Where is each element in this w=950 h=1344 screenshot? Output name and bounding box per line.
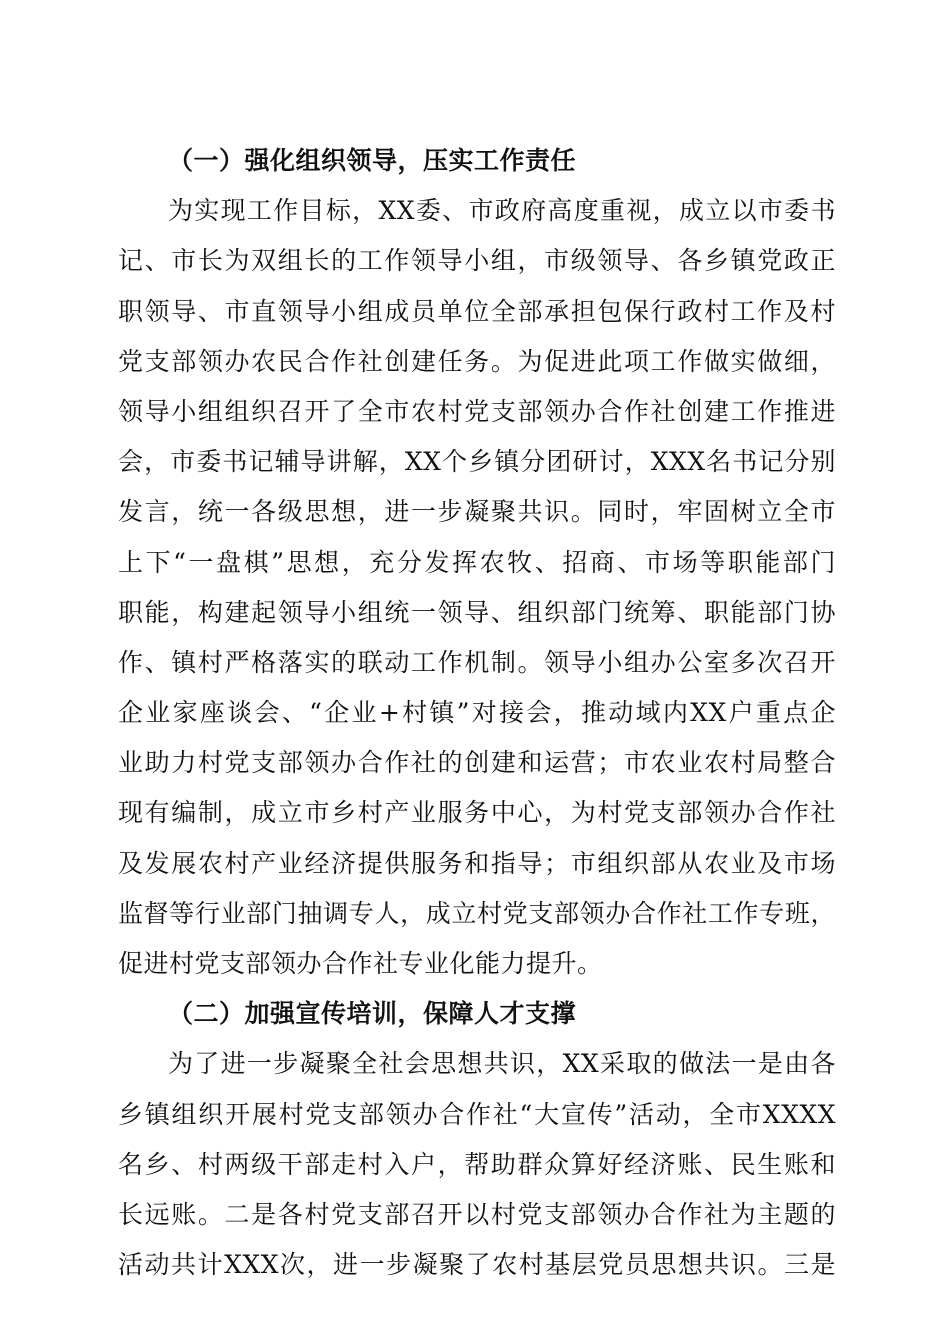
paragraph-line: 职领导、市直领导小组成员单位全部承担包保行政村工作及村 bbox=[118, 296, 836, 326]
section-heading-2: （二）加强宣传培训，保障人才支撑 bbox=[168, 999, 577, 1029]
paragraph-line: 为了进一步凝聚全社会思想共识，XX采取的做法一是由各 bbox=[168, 1049, 836, 1079]
paragraph-line: 发言，统一各级思想，进一步凝聚共识。同时，牢固树立全市 bbox=[118, 497, 836, 527]
paragraph-line: 监督等行业部门抽调专人，成立村党支部领办合作社工作专班， bbox=[118, 898, 836, 928]
paragraph-line: 长远账。二是各村党支部召开以村党支部领办合作社为主题的 bbox=[118, 1199, 836, 1229]
paragraph-line: 现有编制，成立市乡村产业服务中心，为村党支部领办合作社 bbox=[118, 798, 836, 828]
paragraph-line: 企业家座谈会、“企业+村镇”对接会，推动域内XX户重点企 bbox=[118, 698, 836, 728]
paragraph-line: 名乡、村两级干部走村入户，帮助群众算好经济账、民生账和 bbox=[118, 1149, 836, 1179]
paragraph-line: 上下“一盘棋”思想，充分发挥农牧、招商、市场等职能部门 bbox=[118, 547, 836, 577]
paragraph-line: 党支部领办农民合作社创建任务。为促进此项工作做实做细， bbox=[118, 346, 836, 376]
paragraph-line: 会，市委书记辅导讲解，XX个乡镇分团研讨，XXX名书记分别 bbox=[118, 447, 836, 477]
paragraph-line: 记、市长为双组长的工作领导小组，市级领导、各乡镇党政正 bbox=[118, 246, 836, 276]
paragraph-line: 及发展农村产业经济提供服务和指导；市组织部从农业及市场 bbox=[118, 848, 836, 878]
section-2-paragraph bbox=[118, 1039, 836, 1290]
paragraph-line: 为实现工作目标，XX委、市政府高度重视，成立以市委书 bbox=[168, 196, 836, 226]
section-heading-1: （一）强化组织领导，压实工作责任 bbox=[168, 146, 577, 175]
paragraph-line: 促进村党支部领办合作社专业化能力提升。 bbox=[118, 949, 603, 978]
paragraph-line: 活动共计XXX次，进一步凝聚了农村基层党员思想共识。三是 bbox=[118, 1250, 836, 1280]
paragraph-line: 领导小组组织召开了全市农村党支部领办合作社创建工作推进 bbox=[118, 396, 836, 426]
paragraph-line: 业助力村党支部领办合作社的创建和运营；市农业农村局整合 bbox=[118, 748, 836, 778]
paragraph-line: 职能，构建起领导小组统一领导、组织部门统筹、职能部门协 bbox=[118, 597, 836, 627]
document-body bbox=[118, 136, 836, 1290]
paragraph-line: 乡镇组织开展村党支部领办合作社“大宣传”活动，全市XXXX bbox=[118, 1099, 836, 1129]
paragraph-line: 作、镇村严格落实的联动工作机制。领导小组办公室多次召开 bbox=[118, 647, 836, 677]
section-1-paragraph bbox=[118, 186, 836, 989]
